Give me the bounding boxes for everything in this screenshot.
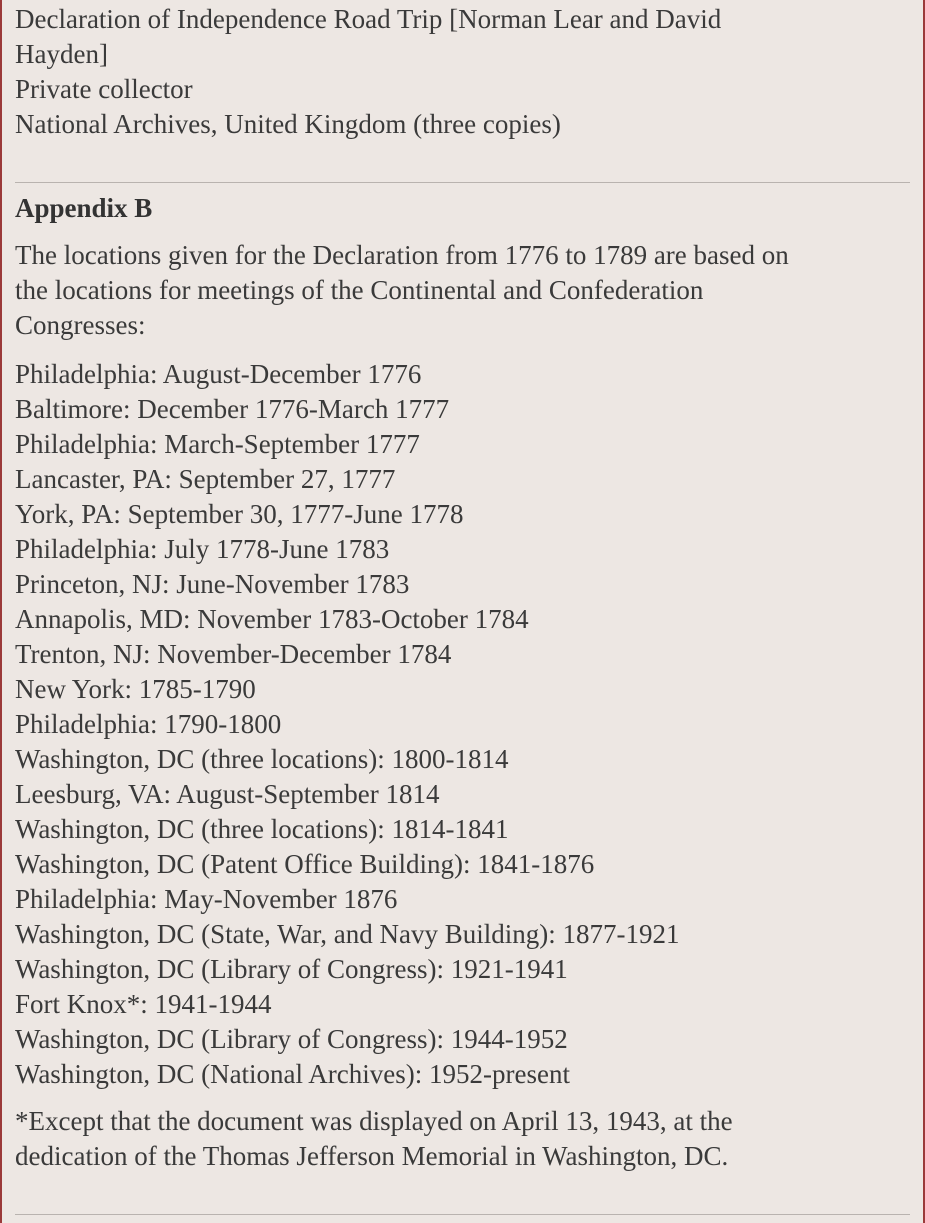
location-item: Philadelphia: March-September 1777 (15, 429, 420, 459)
document-content (15, 0, 913, 142)
location-item: Princeton, NJ: June-November 1783 (15, 569, 410, 599)
location-item: Philadelphia: July 1778-June 1783 (15, 534, 390, 564)
location-item: Fort Knox*: 1941-1944 (15, 989, 272, 1019)
source-line: Hayden] (15, 39, 108, 69)
footnote-line: dedication of the Thomas Jefferson Memorial in Washington, DC. (15, 1141, 729, 1171)
appendix-intro (15, 238, 905, 343)
source-list (15, 2, 913, 142)
location-item: Washington, DC (Library of Congress): 1921-1941 (15, 954, 568, 984)
location-item: New York: 1785-1790 (15, 674, 256, 704)
location-item: Trenton, NJ: November-December 1784 (15, 639, 452, 669)
location-item: York, PA: September 30, 1777-June 1778 (15, 499, 464, 529)
section-divider (15, 182, 910, 183)
location-item: Lancaster, PA: September 27, 1777 (15, 464, 396, 494)
location-list (15, 357, 680, 1092)
source-line: Declaration of Independence Road Trip [Norman Lear and David (15, 4, 722, 34)
location-item: Philadelphia: August-December 1776 (15, 359, 422, 389)
section-divider (15, 1214, 910, 1215)
intro-line: The locations given for the Declaration from 1776 to 1789 are based on (15, 240, 789, 270)
source-line: Private collector (15, 74, 193, 104)
location-item: Washington, DC (Patent Office Building): 1841-1876 (15, 849, 595, 879)
location-item: Washington, DC (State, War, and Navy Building): 1877-1921 (15, 919, 680, 949)
location-item: Baltimore: December 1776-March 1777 (15, 394, 450, 424)
intro-line: Congresses: (15, 310, 146, 340)
location-item: Washington, DC (three locations): 1800-1814 (15, 744, 509, 774)
appendix-heading: Appendix B (15, 193, 153, 223)
location-item: Washington, DC (Library of Congress): 1944-1952 (15, 1024, 568, 1054)
location-item: Washington, DC (three locations): 1814-1841 (15, 814, 509, 844)
footnote (15, 1104, 905, 1174)
location-item: Annapolis, MD: November 1783-October 1784 (15, 604, 529, 634)
footnote-line: *Except that the document was displayed on April 13, 1943, at the (15, 1106, 733, 1136)
intro-line: the locations for meetings of the Continental and Confederation (15, 275, 704, 305)
location-item: Washington, DC (National Archives): 1952-present (15, 1059, 570, 1089)
location-item: Leesburg, VA: August-September 1814 (15, 779, 440, 809)
source-line: National Archives, United Kingdom (three copies) (15, 109, 561, 139)
location-item: Philadelphia: May-November 1876 (15, 884, 398, 914)
location-item: Philadelphia: 1790-1800 (15, 709, 282, 739)
